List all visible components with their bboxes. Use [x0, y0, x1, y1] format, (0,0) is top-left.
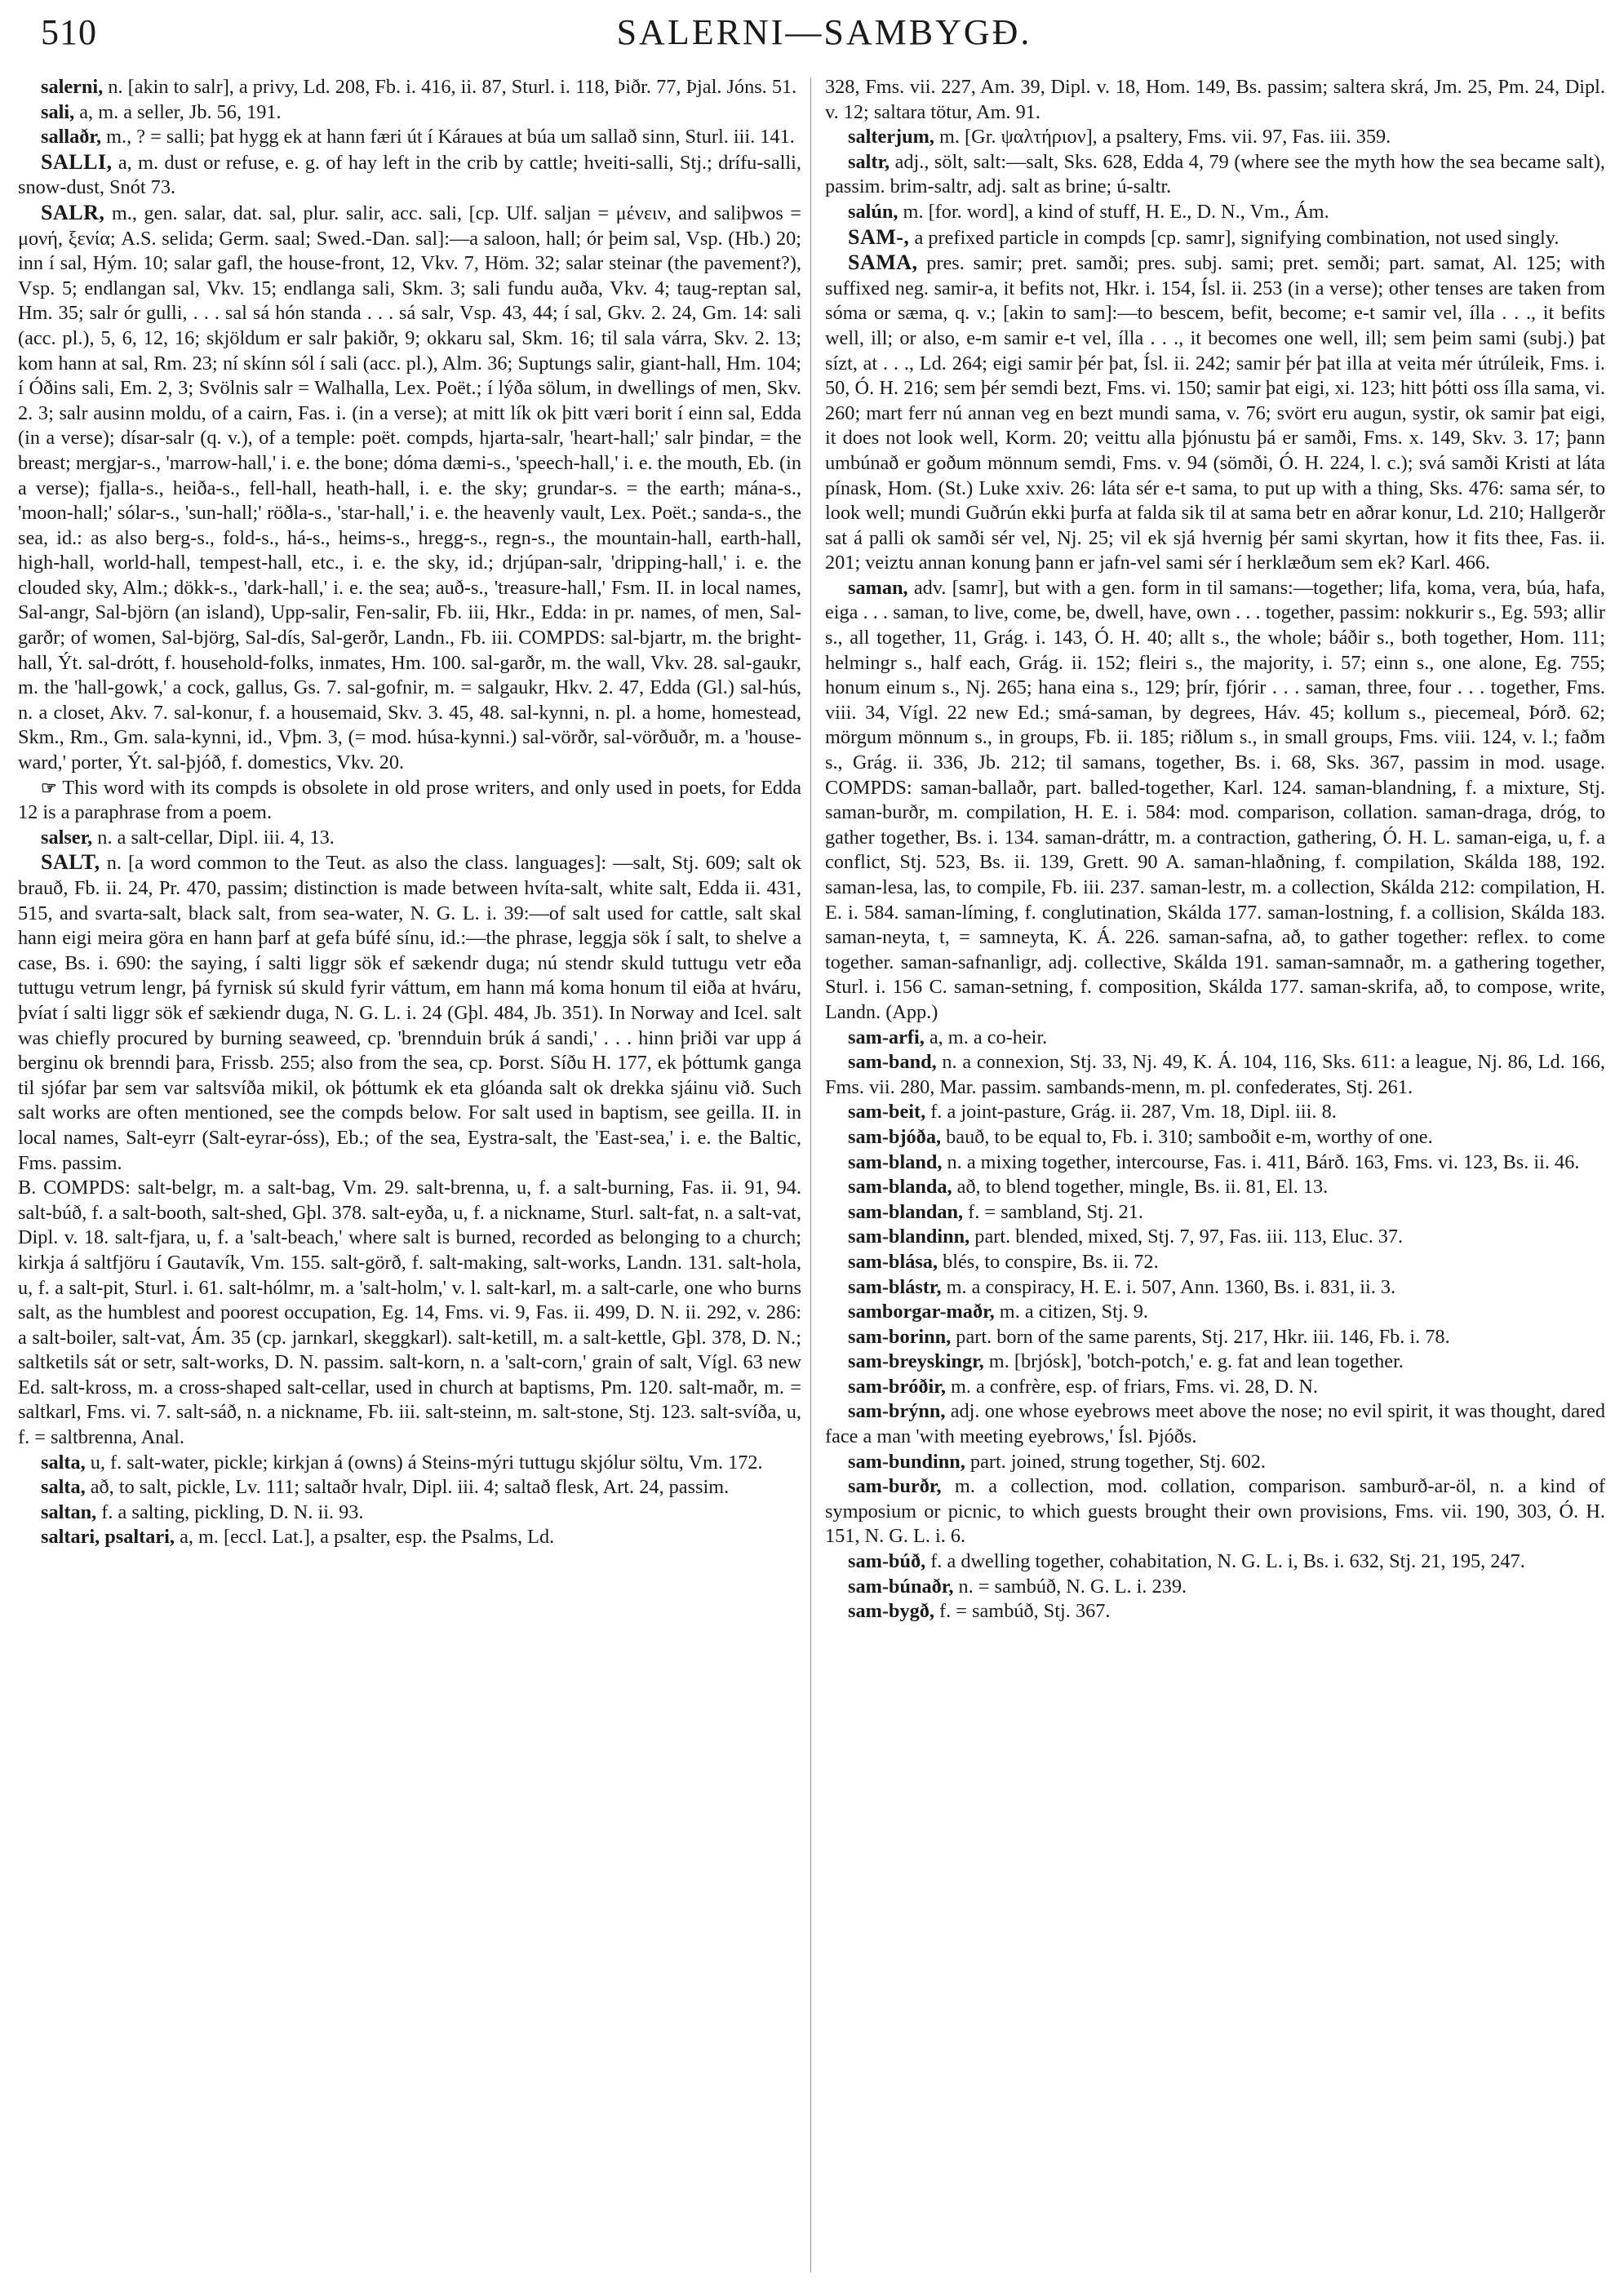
headword: samborgar-maðr, — [848, 1301, 995, 1323]
dictionary-entry — [18, 1176, 801, 1451]
headword: sam-breyskingr, — [848, 1350, 984, 1373]
headword: SALR, — [41, 200, 105, 224]
entry-text: f. a joint-pasture, Grág. ii. 287, Vm. 18, Dipl. iii. 8. — [925, 1101, 1337, 1124]
usage-note — [18, 776, 801, 826]
dictionary-entry — [825, 75, 1605, 125]
entry-text: n. a mixing together, intercourse, Fas. i. 411, Bárð. 163, Fms. vi. 123, Bs. ii. 46. — [942, 1150, 1580, 1173]
dictionary-entry — [825, 1549, 1605, 1575]
dictionary-entry — [825, 1350, 1605, 1375]
dictionary-entry — [825, 1175, 1605, 1200]
page-number: 510 — [41, 12, 97, 52]
entry-text: adj., sölt, salt:—salt, Sks. 628, Edda 4, 79 (where see the myth how the sea became salt), passim. brim-saltr, adj. salt as brine; ú-saltr. — [825, 150, 1605, 198]
entry-text: adj. one whose eyebrows meet above the nose; no evil spirit, it was thought, dared face a man 'with meeting eyebrows,' Ísl. Þjóðs. — [825, 1400, 1605, 1448]
entry-text: u, f. salt-water, pickle; kirkjan á (owns) á Steins-mýri tuttugu skjólur söltu, Vm. 172. — [85, 1451, 763, 1474]
left-column — [18, 75, 801, 2278]
entry-text: a, m. dust or refuse, e. g. of hay left in the crib by cattle; hveiti-salli, Stj.; drífu-salli, snow-dust, Snót 73. — [18, 151, 801, 199]
entry-text: adv. [samr], but with a gen. form in til samans:—together; lifa, koma, vera, búa, hafa, eiga . . . saman, to live, come, be, dwell, have, own . . . together, passim: nokkurir s., Eg. 593; allir s., all together, 11, Grág. i. 143, Ó. H. 40; allt s., the whole; báðir s., both together, Hom. 111; helmingr s., half each, Grág. ii. 152; fleiri s., the majority, i. 57; einn s., one alone, Eg. 755; honum einum s., Nj. 265; hana eina s., 129; þrír, fjórir . . . saman, three, four . . . together, Fms. viii. 34, Vígl. 22 new Ed.; smá-saman, by degrees, Háv. 45; kollum s., piecemeal, Þórð. 62; mörgum mönnum s., in groups, Fb. ii. 185; riðlum s., in small groups, Fms. viii. 124, v. l.; faðm s., Grág. ii. 336, Jb. 212; til samans, together, Bs. i. 68, Sks. 367, passim in mod. usage. COMPDS: saman-ballaðr, part. balled-together, Karl. 124. saman-blandning, f. a mixture, Stj. saman-burðr, m. compilation, H. E. i. 584: mod. comparison, collation. saman-draga, dróg, to gather together, Bs. i. 134. saman-dráttr, m. a contraction, gathering, Ó. H. L. saman-eiga, u, f. a conflict, Stj. 523, Bs. ii. 139, Grett. 90 A. saman-hlaðning, f. compilation, Skálda 188, 192. saman-lesa, las, to compile, Fb. iii. 237. saman-lestr, m. a collection, Skálda 212: compilation, H. E. i. 584. saman-líming, f. conglutination, Skálda 177. saman-lostning, f. a collision, Skálda 183. saman-neyta, t, = samneyta, K. Á. 226. saman-safna, að, to gather together: reflex. to come together. saman-safnanligr, adj. collective, Skálda 191. saman-samnaðr, m. a gathering together, Sturl. i. 156 C. saman-setning, f. composition, Skálda 177. saman-skrifa, að, to compose, write, Landn. (App.) — [825, 576, 1605, 1023]
headword: sali, — [41, 100, 75, 123]
dictionary-entry — [825, 1575, 1605, 1600]
headword: salta, — [41, 1451, 86, 1474]
entry-text: a prefixed particle in compds [cp. samr], signifying combination, not used singly. — [909, 226, 1560, 249]
headword: SAM-, — [848, 224, 910, 249]
dictionary-entry — [825, 1225, 1605, 1250]
right-column — [825, 75, 1605, 2278]
headword: sam-búð, — [848, 1550, 926, 1573]
dictionary-entry — [825, 1300, 1605, 1325]
entry-text: að, to blend together, mingle, Bs. ii. 81, El. 13. — [952, 1176, 1329, 1199]
pointing-hand-icon: ☞ — [41, 777, 57, 798]
entry-text: 328, Fms. vii. 227, Am. 39, Dipl. v. 18, Hom. 149, Bs. passim; saltera skrá, Jm. 25, Pm. 24, Dipl. v. 12; saltara tötur, Am. 91. — [825, 76, 1605, 123]
entry-text: m. a conspiracy, H. E. i. 507, Ann. 1360, Bs. i. 831, ii. 3. — [941, 1275, 1396, 1298]
entry-text: m. a collection, mod. collation, comparison. samburð-ar-öl, n. a kind of symposium or picnic, to which guests brought their own provisions, Fms. vii. 190, 303, Ó. H. 151, N. G. L. i. 6. — [825, 1475, 1605, 1548]
entry-text: a, m. a seller, Jb. 56, 191. — [74, 100, 282, 123]
entry-text: blés, to conspire, Bs. ii. 72. — [938, 1250, 1159, 1273]
dictionary-entry — [825, 1399, 1605, 1449]
dictionary-entry — [18, 75, 801, 100]
dictionary-entry — [18, 1525, 801, 1550]
headword: saltr, — [848, 150, 890, 173]
dictionary-entry — [825, 1125, 1605, 1150]
headword: sam-blástr, — [848, 1275, 942, 1298]
dictionary-entry — [825, 1474, 1605, 1549]
dictionary-entry — [18, 125, 801, 150]
entry-text: f. = sambland, Stj. 21. — [963, 1200, 1143, 1223]
dictionary-entry — [825, 125, 1605, 150]
entry-text: part. born of the same parents, Stj. 217, Hkr. iii. 146, Fb. i. 78. — [951, 1325, 1450, 1348]
headword: sam-beit, — [848, 1101, 926, 1124]
dictionary-entry — [825, 1150, 1605, 1176]
headword: salterjum, — [848, 126, 934, 148]
dictionary-entry — [18, 1500, 801, 1526]
entry-text: m., gen. salar, dat. sal, plur. salir, acc. sali, [cp. Ulf. saljan = μένειν, and saliþwos = μονή, ξενία; A.S. selida; Germ. saal; Swed.-Dan. sal]:—a saloon, hall; ór þeim sal, Vsp. (Hb.) 20; inn í sal, Hým. 10; salar gafl, the house-front, 12, Vkv. 7, Höm. 32; salar steinar (the pavement?), Vsp. 5; endlangan sal, Vkv. 15; endlanga sali, Skm. 3; sali fundu auða, Vkv. 4; taug-reptan sal, Hm. 35; salr ór gulli, . . . sal sá hón standa . . . sá salr, Vsp. 43, 44; í sal, Gkv. 2. 24, Gm. 14: sali (acc. pl.), 5, 6, 12, 16; skjöldum er salr þakiðr, 9; okkaru sal, Skm. 16; til sala várra, Skv. 2. 13; kom hann at sal, Rm. 23; ní skínn sól í sali (acc. pl.), Alm. 36; Suptungs salir, giant-hall, Hm. 104; í Óðins sali, Em. 2, 3; Svölnis salr = Walhalla, Lex. Poët.; í lýða sölum, in dwellings of men, Skv. 2. 3; salr ausinn moldu, of a cairn, Fas. i. (in a verse); at mitt lík ok þitt væri borit í einn sal, Edda (in a verse); dísar-salr (q. v.), of a temple: poët. compds, hjarta-salr, 'heart-hall;' salr þindar, = the breast; mergjar-s., 'marrow-hall,' i. e. the bone; dóma dæmi-s., 'speech-hall,' i. e. the mouth, Eb. (in a verse); fjalla-s., heiða-s., fell-hall, heath-hall, i. e. the sky; grundar-s. = the earth; mána-s., 'moon-hall;' sólar-s., 'sun-hall;' röðla-s., 'star-hall,' i. e. the heavenly vault, Lex. Poët.; sanda-s., the sea, id.: as also berg-s., fold-s., há-s., heims-s., hregg-s., regn-s., the mountain-hall, earth-hall, high-hall, world-hall, tempest-hall, etc., i. e. the sky, id.; drjúpan-salr, 'dripping-hall,' i. e. the clouded sky, Alm.; dökk-s., 'dark-hall,' i. e. the sea; auð-s., 'treasure-hall,' Fsm. II. in local names, Sal-angr, Sal-björn (an island), Upp-salir, Fen-salir, Fb. iii, Hkr., Edda: in pr. names, of men, Sal-garðr; of women, Sal-björg, Sal-dís, Sal-gerðr, Landn., Fb. iii. COMPDS: sal-bjartr, m. the bright-hall, Ýt. sal-drótt, f. household-folks, inmates, Hm. 100. sal-garðr, m. the wall, Vkv. 28. sal-gaukr, m. the 'hall-gowk,' a cock, gallus, Gs. 7. sal-gofnir, m. = salgaukr, Hkv. 2. 47, Edda (Gl.) sal-hús, n. a closet, Akv. 7. sal-konur, f. a housemaid, Skv. 3. 45, 48. sal-kynni, n. pl. a home, homestead, Skm., Rm., Gm. sala-kynni, id., Vþm. 3, (= mod. húsa-kynni.) sal-vörðr, sal-vörðuðr, m. a 'house-ward,' porter, Ýt. sal-þjóð, f. domestics, Vkv. 20. — [18, 202, 801, 774]
entry-text: að, to salt, pickle, Lv. 111; saltaðr hvalr, Dipl. iii. 4; saltað flesk, Art. 24, passim. — [85, 1476, 730, 1499]
running-head: SALERNI—SAMBYGÐ. — [616, 12, 1032, 52]
entry-text: n. [akin to salr], a privy, Ld. 208, Fb. i. 416, ii. 87, Sturl. i. 118, Þiðr. 77, Þjal. Jóns. 51. — [103, 76, 797, 98]
headword: sam-blandinn, — [848, 1226, 970, 1248]
dictionary-entry — [825, 225, 1605, 251]
headword: sam-blanda, — [848, 1176, 952, 1199]
entry-text: m., ? = salli; þat hygg ek at hann færi út í Káraues at búa um sallað sinn, Sturl. iii. 141. — [101, 126, 795, 148]
dictionary-entry — [825, 1026, 1605, 1051]
column-divider — [810, 78, 811, 2272]
entry-text: a, m. [eccl. Lat.], a psalter, esp. the Psalms, Ld. — [175, 1526, 555, 1549]
dictionary-entry — [825, 1100, 1605, 1125]
dictionary-entry — [825, 1250, 1605, 1275]
headword: sam-blása, — [848, 1250, 938, 1273]
entry-text: bauð, to be equal to, Fb. i. 310; samboðit e-m, worthy of one. — [941, 1125, 1433, 1148]
headword: salún, — [848, 200, 898, 223]
headword: sam-bygð, — [848, 1600, 934, 1623]
headword: SALT, — [41, 850, 100, 875]
dictionary-entry — [18, 850, 801, 1176]
dictionary-entry — [825, 200, 1605, 225]
entry-text: This word with its compds is obsolete in old prose writers, and only used in poets, for Edda 12 is a paraphrase from a poem. — [18, 776, 801, 824]
entry-text: m. a confrère, esp. of friars, Fms. vi. 28, D. N. — [945, 1375, 1319, 1398]
headword: saltan, — [41, 1500, 97, 1523]
headword: sam-borinn, — [848, 1325, 952, 1348]
dictionary-entry — [825, 1375, 1605, 1400]
dictionary-entry — [18, 826, 801, 851]
entry-text: pres. samir; pret. samði; pres. subj. sami; pret. semði; part. samat, Al. 125; with suffixed neg. samir-a, it befits not, Hkr. i. 154, Ísl. ii. 253 (in a verse); other tenses are taken from sóma or sæma, q. v.; [akin to sam]:—to bescem, befit, become; e-t samir vel, ílla . . ., it befits well, ill; or also, e-m samir e-t vel, ílla . . ., it becomes one well, ill; sem þeim sami (subj.) þat sízt, at . . ., Ld. 264; eigi samir þér þat, Ísl. ii. 242; samir þér þat illa at veita mér útrúleik, Fms. i. 50, Ó. H. 216; sem þér semdi bezt, Fms. vi. 150; samir þat eigi, xi. 123; hitt þótti oss ílla sama, vi. 260; mart ferr nú annan veg en bezt mundi sama, v. 76; svört eru augun, systir, ok samir þat eigi, it does not look well, Korm. 20; veittu alla þjónustu þá er samði, Fms. x. 149, Skv. 3. 17; þann umbúnað er goðum mönnum semdi, Fms. v. 94 (sömði, Ó. H. 224, l. c.); svá samði Kristi at láta pínask, Hom. (St.) Luke xxiv. 26: láta sér e-t sama, to put up with a thing, Sks. 476: sama sér, to look well; mundi Guðrún ekki þurfa at falda sik til at sama betr en aðrar konur, Ld. 210; Hallgerðr sat á palli ok samði sér vel, Nj. 25; vil ek sjá hvernig þér sami skyrtan, how it fits thee, Fas. ii. 201; veiztu annan konung þann er jafn-vel sami sér í herklæðum sem ek? Karl. 466. — [825, 252, 1605, 574]
dictionary-entry — [825, 1200, 1605, 1226]
dictionary-entry — [18, 150, 801, 201]
entry-text: n. = sambúð, N. G. L. i. 239. — [953, 1575, 1187, 1598]
dictionary-entry — [825, 1450, 1605, 1475]
headword: saltari, psaltari, — [41, 1526, 175, 1549]
page-header — [41, 0, 1608, 57]
dictionary-entry — [18, 1475, 801, 1500]
entry-text: B. COMPDS: salt-belgr, m. a salt-bag, Vm. 29. salt-brenna, u, f. a salt-burning, Fas. ii. 91, 94. salt-búð, f. a salt-booth, salt-shed, Gþl. 378. salt-eyða, u, f. a nickname, Sturl. salt-fat, n. a salt-vat, Dipl. v. 18. salt-fjara, u, f. a 'salt-beach,' where salt is burned, recorded as belonging to a church; kirkja á saltfjöru í Gautavík, Vm. 155. salt-görð, f. salt-making, salt-works, Landn. 131. salt-hola, u, f. a salt-pit, Sturl. i. 61. salt-hólmr, m. a 'salt-holm,' v. l. salt-karl, m. a salt-carle, one who burns salt, as the humblest and poorest occupation, Eg. 14, Fms. vi. 9, Fas. ii. 499, D. N. ii. 292, v. 286: a salt-boiler, salt-vat, Ám. 35 (cp. jarnkarl, skeggkarl). salt-ketill, m. a salt-kettle, Gþl. 378, D. N.; saltketils sát or setr, salt-works, D. N. passim. salt-korn, n. a 'salt-corn,' grain of salt, Vígl. 63 new Ed. salt-kross, m. a cross-shaped salt-cellar, used in church at baptisms, Pm. 120. salt-maðr, m. = saltkarl, Fms. vi. 7. salt-sáð, n. a nickname, Fb. iii. salt-steinn, m. salt-stone, Stj. 123. salt-svíða, u, f. = saltbrenna, Anal. — [18, 1177, 801, 1449]
dictionary-entry — [18, 100, 801, 126]
dictionary-entry — [825, 576, 1605, 1026]
entry-text: m. [brjósk], 'botch-potch,' e. g. fat and lean together. — [983, 1350, 1404, 1373]
headword: salser, — [41, 826, 93, 849]
entry-text: m. a citizen, Stj. 9. — [994, 1301, 1148, 1323]
headword: SAMA, — [848, 250, 918, 275]
dictionary-entry — [825, 1325, 1605, 1350]
entry-text: m. [for. word], a kind of stuff, H. E., D. N., Vm., Ám. — [898, 200, 1329, 223]
headword: sam-brýnn, — [848, 1400, 946, 1423]
entry-text: n. a connexion, Stj. 33, Nj. 49, K. Á. 104, 116, Sks. 611: a league, Nj. 86, Ld. 166, Fms. vii. 280, Mar. passim. sambands-menn, m. pl. confederates, Stj. 261. — [825, 1051, 1605, 1098]
headword: sam-blandan, — [848, 1200, 964, 1223]
dictionary-entry — [18, 1451, 801, 1476]
headword: sam-arfi, — [848, 1026, 925, 1048]
dictionary-entry — [825, 150, 1605, 200]
headword: sam-bróðir, — [848, 1375, 946, 1398]
headword: SALLI, — [41, 149, 113, 174]
headword: sam-bland, — [848, 1150, 943, 1173]
entry-text: f. = sambúð, Stj. 367. — [934, 1600, 1111, 1623]
headword: sam-bundinn, — [848, 1450, 965, 1473]
dictionary-entry — [825, 1050, 1605, 1100]
headword: sam-búnaðr, — [848, 1575, 954, 1598]
headword: sam-bjóða, — [848, 1125, 942, 1148]
entry-text: n. a salt-cellar, Dipl. iii. 4, 13. — [92, 826, 335, 849]
headword: sam-band, — [848, 1051, 937, 1074]
dictionary-entry — [825, 1275, 1605, 1301]
entry-text: n. [a word common to the Teut. as also the class. languages]: —salt, Stj. 609; salt ok brauð, Fb. ii. 24, Pr. 470, passim; distinction is made between hvíta-salt, white salt, Edda ii. 431, 515, and svarta-salt, black salt, from sea-water, N. G. L. i. 39:—of salt used for cattle, salt skal hann eigi meira göra en hann þarf at gefa búfé sínu, id.:—the phrase, leggja sök í salt, to shelve a case, Bs. i. 690: the saying, í salti liggr sök ef sækendr duga; nú stendr skuld tuttugu vetr eða tuttugu vetrum lengr, þá fyrnisk sú skuld fyrir váttum, em hann má koma honum til eiða at hváru, þvíat í salti liggr sök ef sækiendr duga, N. G. L. i. 24 (Gþl. 484, Jb. 351). In Norway and Icel. salt was chiefly procured by burning seaweed, cp. 'brennduin brúk á sandi,' . . . hinn þriði var upp á berginu ok brenndi þara, Frissb. 255; also from the sea, cp. Þorst. Síðu H. 177, ek þóttumk ganga til sjófar þar sem var saltsvíða mikil, ok þóttumk ek eta glóanda salt ok drekka sjáinu við. Such salt works are often mentioned, see the compds below. For salt used in baptism, see geilla. II. in local names, Salt-eyrr (Salt-eyrar-óss), Eb.; of the sea, Eystra-salt, the 'East-sea,' i. e. the Baltic, Fms. passim. — [18, 852, 801, 1174]
dictionary-entry — [825, 1599, 1605, 1624]
entry-text: f. a salting, pickling, D. N. ii. 93. — [96, 1500, 364, 1523]
entry-text: m. [Gr. ψαλτήριον], a psaltery, Fms. vii. 97, Fas. iii. 359. — [934, 126, 1391, 148]
entry-text: part. blended, mixed, Stj. 7, 97, Fas. iii. 113, Eluc. 37. — [969, 1226, 1404, 1248]
entry-text: f. a dwelling together, cohabitation, N. G. L. i, Bs. i. 632, Stj. 21, 195, 247. — [925, 1550, 1525, 1573]
headword: sallaðr, — [41, 126, 102, 148]
entry-text: a, m. a co-heir. — [924, 1026, 1048, 1048]
entry-text: part. joined, strung together, Stj. 602. — [965, 1450, 1266, 1473]
dictionary-entry — [825, 250, 1605, 576]
dictionary-entry — [18, 201, 801, 776]
headword: salerni, — [41, 76, 104, 98]
headword: saman, — [848, 576, 908, 599]
headword: sam-burðr, — [848, 1475, 942, 1498]
headword: salta, — [41, 1476, 86, 1499]
